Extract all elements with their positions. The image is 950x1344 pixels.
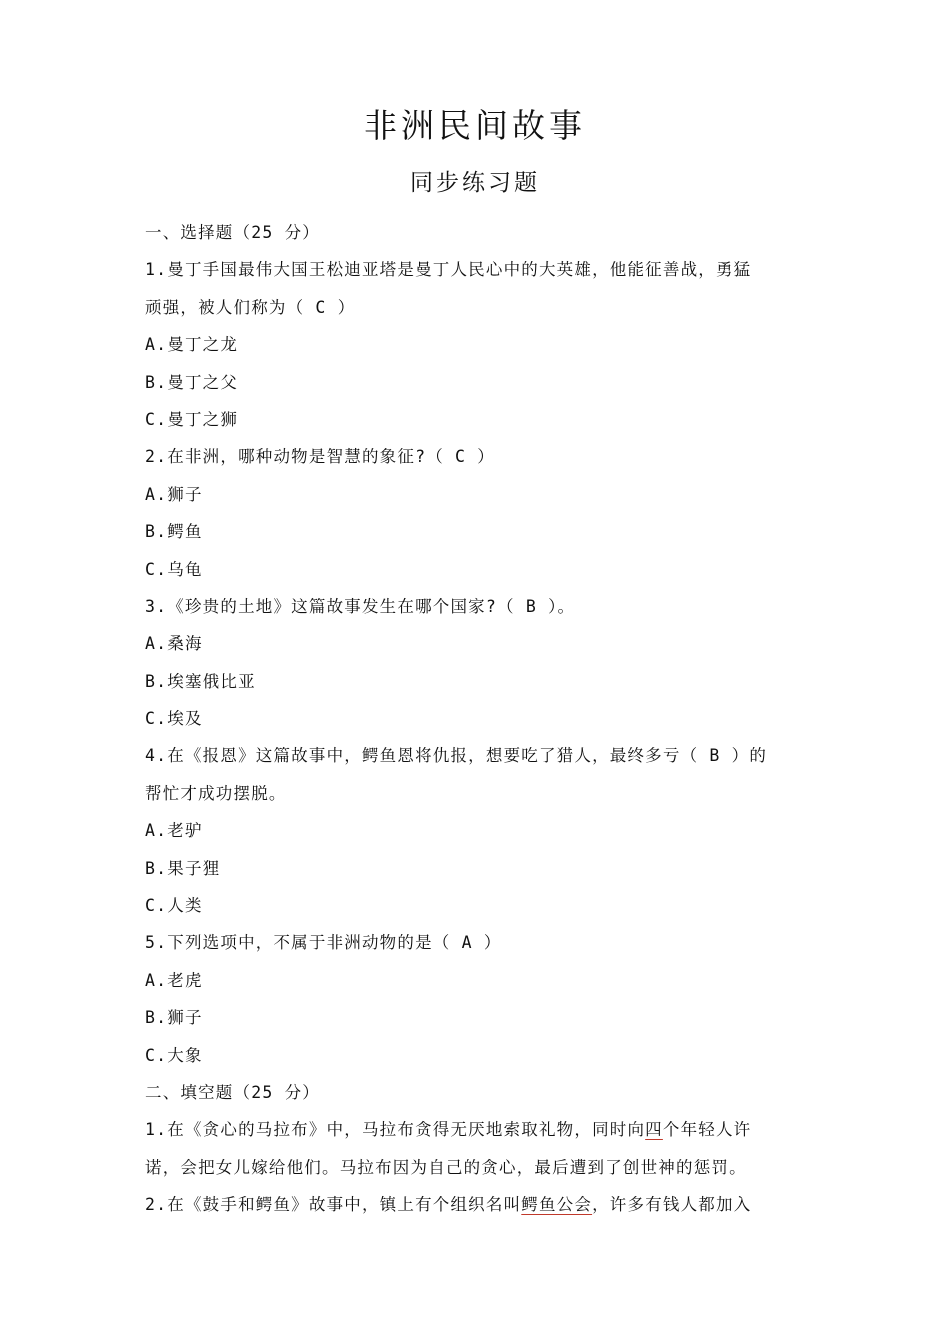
question-2-text: 2.在非洲，哪种动物是智慧的象征?（ C ） bbox=[145, 447, 496, 467]
fill-question-2-post: ，许多有钱人都加入 bbox=[592, 1195, 752, 1215]
question-5-option-c: C.大象 bbox=[145, 1045, 203, 1065]
question-3-text: 3.《珍贵的土地》这篇故事发生在哪个国家?（ B ）。 bbox=[145, 596, 576, 616]
fill-question-1-post: 个年轻人许 bbox=[662, 1120, 752, 1140]
fill-question-1-text-cont: 诺，会把女儿嫁给他们。马拉布因为自己的贪心，最后遭到了创世神的惩罚。 bbox=[145, 1157, 747, 1177]
question-2-option-c: C.乌龟 bbox=[145, 559, 203, 579]
question-1-option-a: A.曼丁之龙 bbox=[145, 335, 239, 355]
document-body bbox=[145, 214, 810, 1224]
question-1-option-b: B.曼丁之父 bbox=[145, 372, 239, 392]
fill-question-1-pre: 1.在《贪心的马拉布》中，马拉布贪得无厌地索取礼物，同时向 bbox=[145, 1120, 646, 1140]
question-4-text-cont: 帮忙才成功摆脱。 bbox=[145, 783, 287, 803]
question-3-option-c: C.埃及 bbox=[145, 709, 203, 729]
question-1-option-c: C.曼丁之狮 bbox=[145, 409, 239, 429]
fill-question-2-pre: 2.在《鼓手和鳄鱼》故事中，镇上有个组织名叫 bbox=[145, 1195, 522, 1215]
question-4-option-c: C.人类 bbox=[145, 896, 203, 916]
fill-question-2-answer: 鳄鱼公会 bbox=[521, 1195, 593, 1215]
question-3-option-b: B.埃塞俄比亚 bbox=[145, 671, 256, 691]
section-heading-choice: 一、选择题（25 分） bbox=[145, 223, 321, 242]
question-4-option-a: A.老驴 bbox=[145, 821, 203, 841]
document-title: 非洲民间故事 bbox=[364, 106, 586, 145]
question-2-option-b: B.鳄鱼 bbox=[145, 522, 203, 542]
document-subtitle: 同步练习题 bbox=[410, 170, 540, 196]
question-2-option-a: A.狮子 bbox=[145, 484, 203, 504]
question-5-option-a: A.老虎 bbox=[145, 970, 203, 990]
fill-question-1-text bbox=[145, 1111, 810, 1148]
fill-question-1-answer: 四 bbox=[645, 1120, 663, 1140]
question-1-text: 1.曼丁手国最伟大国王松迪亚塔是曼丁人民心中的大英雄，他能征善战，勇猛 bbox=[145, 260, 752, 280]
question-4-text: 4.在《报恩》这篇故事中，鳄鱼恩将仇报，想要吃了猎人，最终多亏（ B ）的 bbox=[145, 746, 768, 766]
section-heading-fill-blank: 二、填空题（25 分） bbox=[145, 1082, 321, 1102]
question-3-option-a: A.桑海 bbox=[145, 634, 203, 654]
question-1-text-cont: 顽强，被人们称为（ C ） bbox=[145, 297, 356, 317]
fill-question-2-text bbox=[145, 1186, 810, 1223]
question-4-option-b: B.果子狸 bbox=[145, 858, 221, 878]
question-5-option-b: B.狮子 bbox=[145, 1008, 203, 1028]
question-5-text: 5.下列选项中，不属于非洲动物的是（ A ） bbox=[145, 933, 502, 953]
